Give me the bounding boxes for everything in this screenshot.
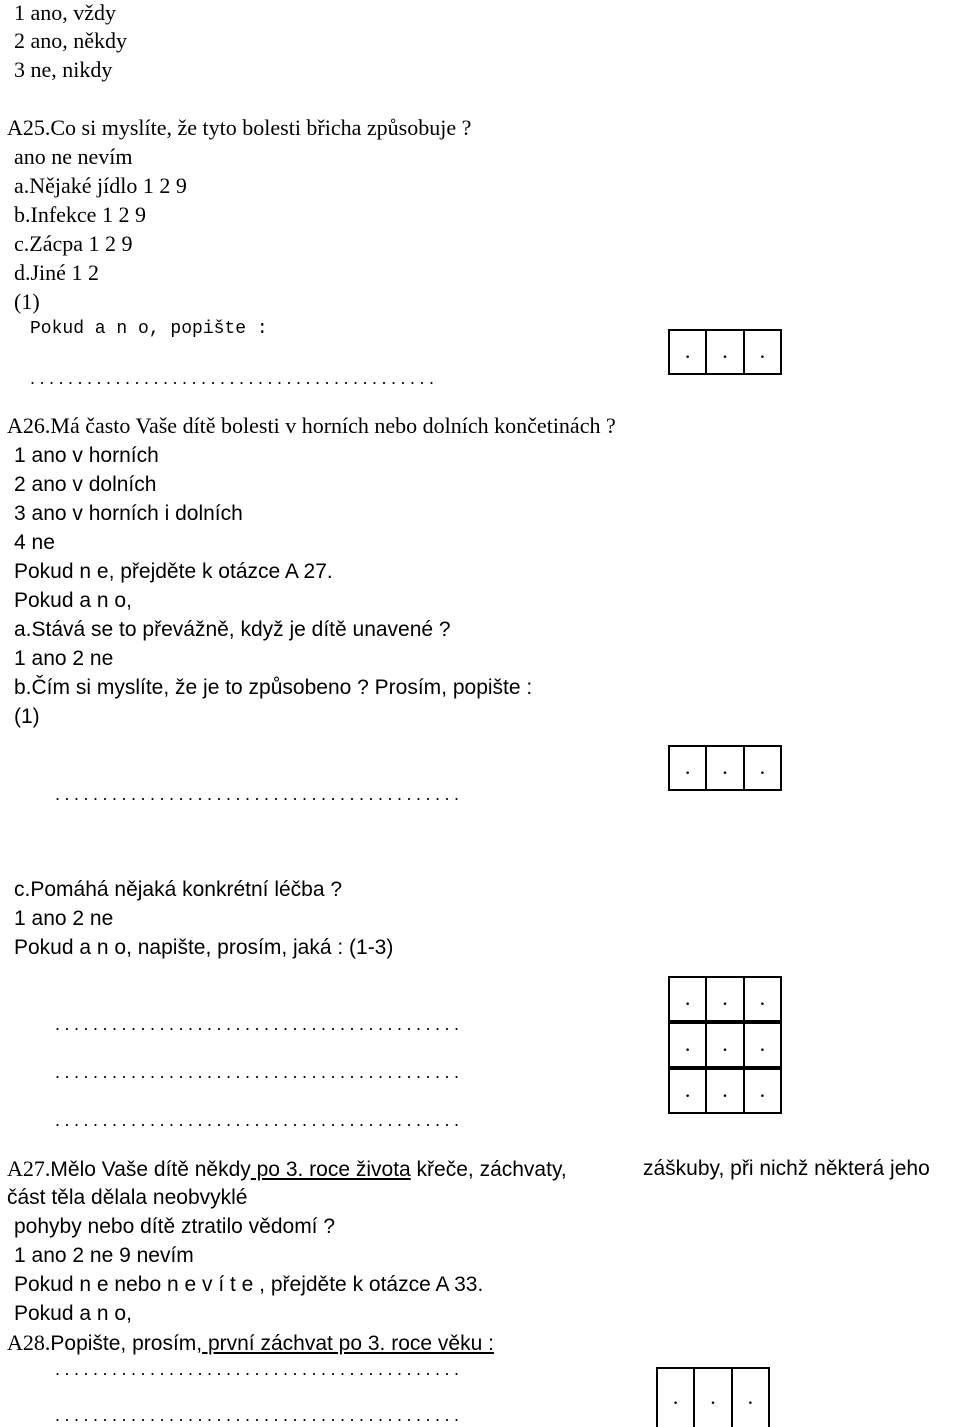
a28-answer-line-2[interactable]: ........................................... xyxy=(55,1405,464,1425)
a26-option-no: 4 ne xyxy=(14,531,55,554)
a28-number: A28. xyxy=(7,1330,51,1355)
a26-sub-b: b.Čím si myslíte, že je to způsobeno ? Prosím, popište : xyxy=(14,676,533,699)
code-cell: . xyxy=(684,1077,691,1103)
a27-underlined-age: po 3. roce života xyxy=(250,1158,411,1181)
a25-answer-line[interactable]: ........................................... xyxy=(30,368,439,388)
a26-sub-c-write: Pokud a n o, napište, prosím, jaká : (1-3) xyxy=(14,936,394,959)
code-cell: . xyxy=(759,1031,766,1057)
code-cell: . xyxy=(722,1031,728,1057)
a26-b-answer-line[interactable]: ........................................... xyxy=(55,784,464,804)
code-cell: . xyxy=(722,1077,728,1103)
code-cell: . xyxy=(684,338,691,364)
a25-row-other: d.Jiné 1 2 xyxy=(14,260,99,285)
a26-skip-instruction: Pokud n e, přejděte k otázce A 27. xyxy=(14,560,333,583)
a26-c-answer-line-1[interactable]: ........................................... xyxy=(55,1014,464,1034)
code-cell: . xyxy=(747,1383,754,1409)
code-cell: . xyxy=(759,985,766,1011)
code-cell: . xyxy=(684,985,691,1011)
question-a26 xyxy=(7,413,616,439)
code-cell: . xyxy=(759,1077,766,1103)
a27-text-line2: část těla dělala neobvyklé xyxy=(7,1186,248,1209)
a26-text: Má často Vaše dítě bolesti v horních nebo dolních končetinách ? xyxy=(50,413,616,438)
code-cell: . xyxy=(759,754,766,780)
a27-text-start: Mělo Vaše dítě někdy xyxy=(50,1158,251,1181)
option-sometimes: 2 ano, někdy xyxy=(14,28,128,53)
a27-number: A27. xyxy=(7,1156,51,1181)
code-cell: . xyxy=(672,1383,679,1409)
a26-if-yes: Pokud a n o, xyxy=(14,589,132,612)
a25-row-infection: b.Infekce 1 2 9 xyxy=(14,202,146,227)
a25-row-food: a.Nějaké jídlo 1 2 9 xyxy=(14,173,187,198)
a27-text-right: záškuby, při nichž některá jeho xyxy=(643,1157,930,1180)
code-cell: . xyxy=(684,754,691,780)
a26-sub-a: a.Stává se to převážně, když je dítě unavené ? xyxy=(14,618,451,641)
question-a25: A25.Co si myslíte, že tyto bolesti břicha způsobuje ? xyxy=(7,115,472,140)
a26-c-answer-line-2[interactable]: ........................................... xyxy=(55,1062,464,1082)
a27-text-middle: křeče, záchvaty, xyxy=(410,1158,567,1181)
code-cell: . xyxy=(710,1383,716,1409)
a26-c-code-box-1[interactable] xyxy=(668,976,782,1022)
a25-answer-header: ano ne nevím xyxy=(14,144,133,169)
question-a27 xyxy=(7,1156,567,1183)
a27-skip-instruction: Pokud n e nebo n e v í t e , přejděte k otázce A 33. xyxy=(14,1273,484,1296)
a27-options: 1 ano 2 ne 9 nevím xyxy=(14,1244,194,1267)
code-cell: . xyxy=(684,1031,691,1057)
a26-option-both: 3 ano v horních i dolních xyxy=(14,502,243,525)
a26-option-lower: 2 ano v dolních xyxy=(14,473,157,496)
code-cell: . xyxy=(759,338,766,364)
a26-sub-c: c.Pomáhá nějaká konkrétní léčba ? xyxy=(14,878,343,901)
a26-b-code-box[interactable] xyxy=(668,745,782,791)
a28-code-box[interactable] xyxy=(656,1367,770,1427)
code-cell: . xyxy=(722,754,728,780)
a27-text-line3: pohyby nebo dítě ztratilo vědomí ? xyxy=(14,1215,336,1238)
a28-answer-line-1[interactable]: ........................................... xyxy=(55,1359,464,1379)
a26-sub-c-options: 1 ano 2 ne xyxy=(14,907,114,930)
a25-code-box[interactable] xyxy=(668,329,782,375)
code-cell: . xyxy=(722,985,728,1011)
a26-c-code-box-3[interactable] xyxy=(668,1068,782,1114)
code-cell: . xyxy=(722,338,728,364)
option-always: 1 ano, vždy xyxy=(14,0,117,25)
a26-sub-a-options: 1 ano 2 ne xyxy=(14,647,114,670)
a25-row-constipation: c.Zácpa 1 2 9 xyxy=(14,231,133,256)
a28-text-underlined: první záchvat po 3. roce věku : xyxy=(202,1332,494,1355)
a25-describe-label: Pokud a n o, popište : xyxy=(30,319,268,339)
option-never: 3 ne, nikdy xyxy=(14,57,113,82)
a25-code: (1) xyxy=(14,289,40,314)
a26-option-upper: 1 ano v horních xyxy=(14,444,159,467)
question-a28 xyxy=(7,1330,494,1357)
a27-if-yes: Pokud a n o, xyxy=(14,1302,132,1325)
a26-number: A26. xyxy=(7,413,51,438)
a28-text-start: Popište, prosím, xyxy=(50,1332,203,1355)
a26-c-answer-line-3[interactable]: ........................................... xyxy=(55,1110,464,1130)
a26-c-code-box-2[interactable] xyxy=(668,1022,782,1068)
a26-sub-b-code: (1) xyxy=(14,705,40,728)
